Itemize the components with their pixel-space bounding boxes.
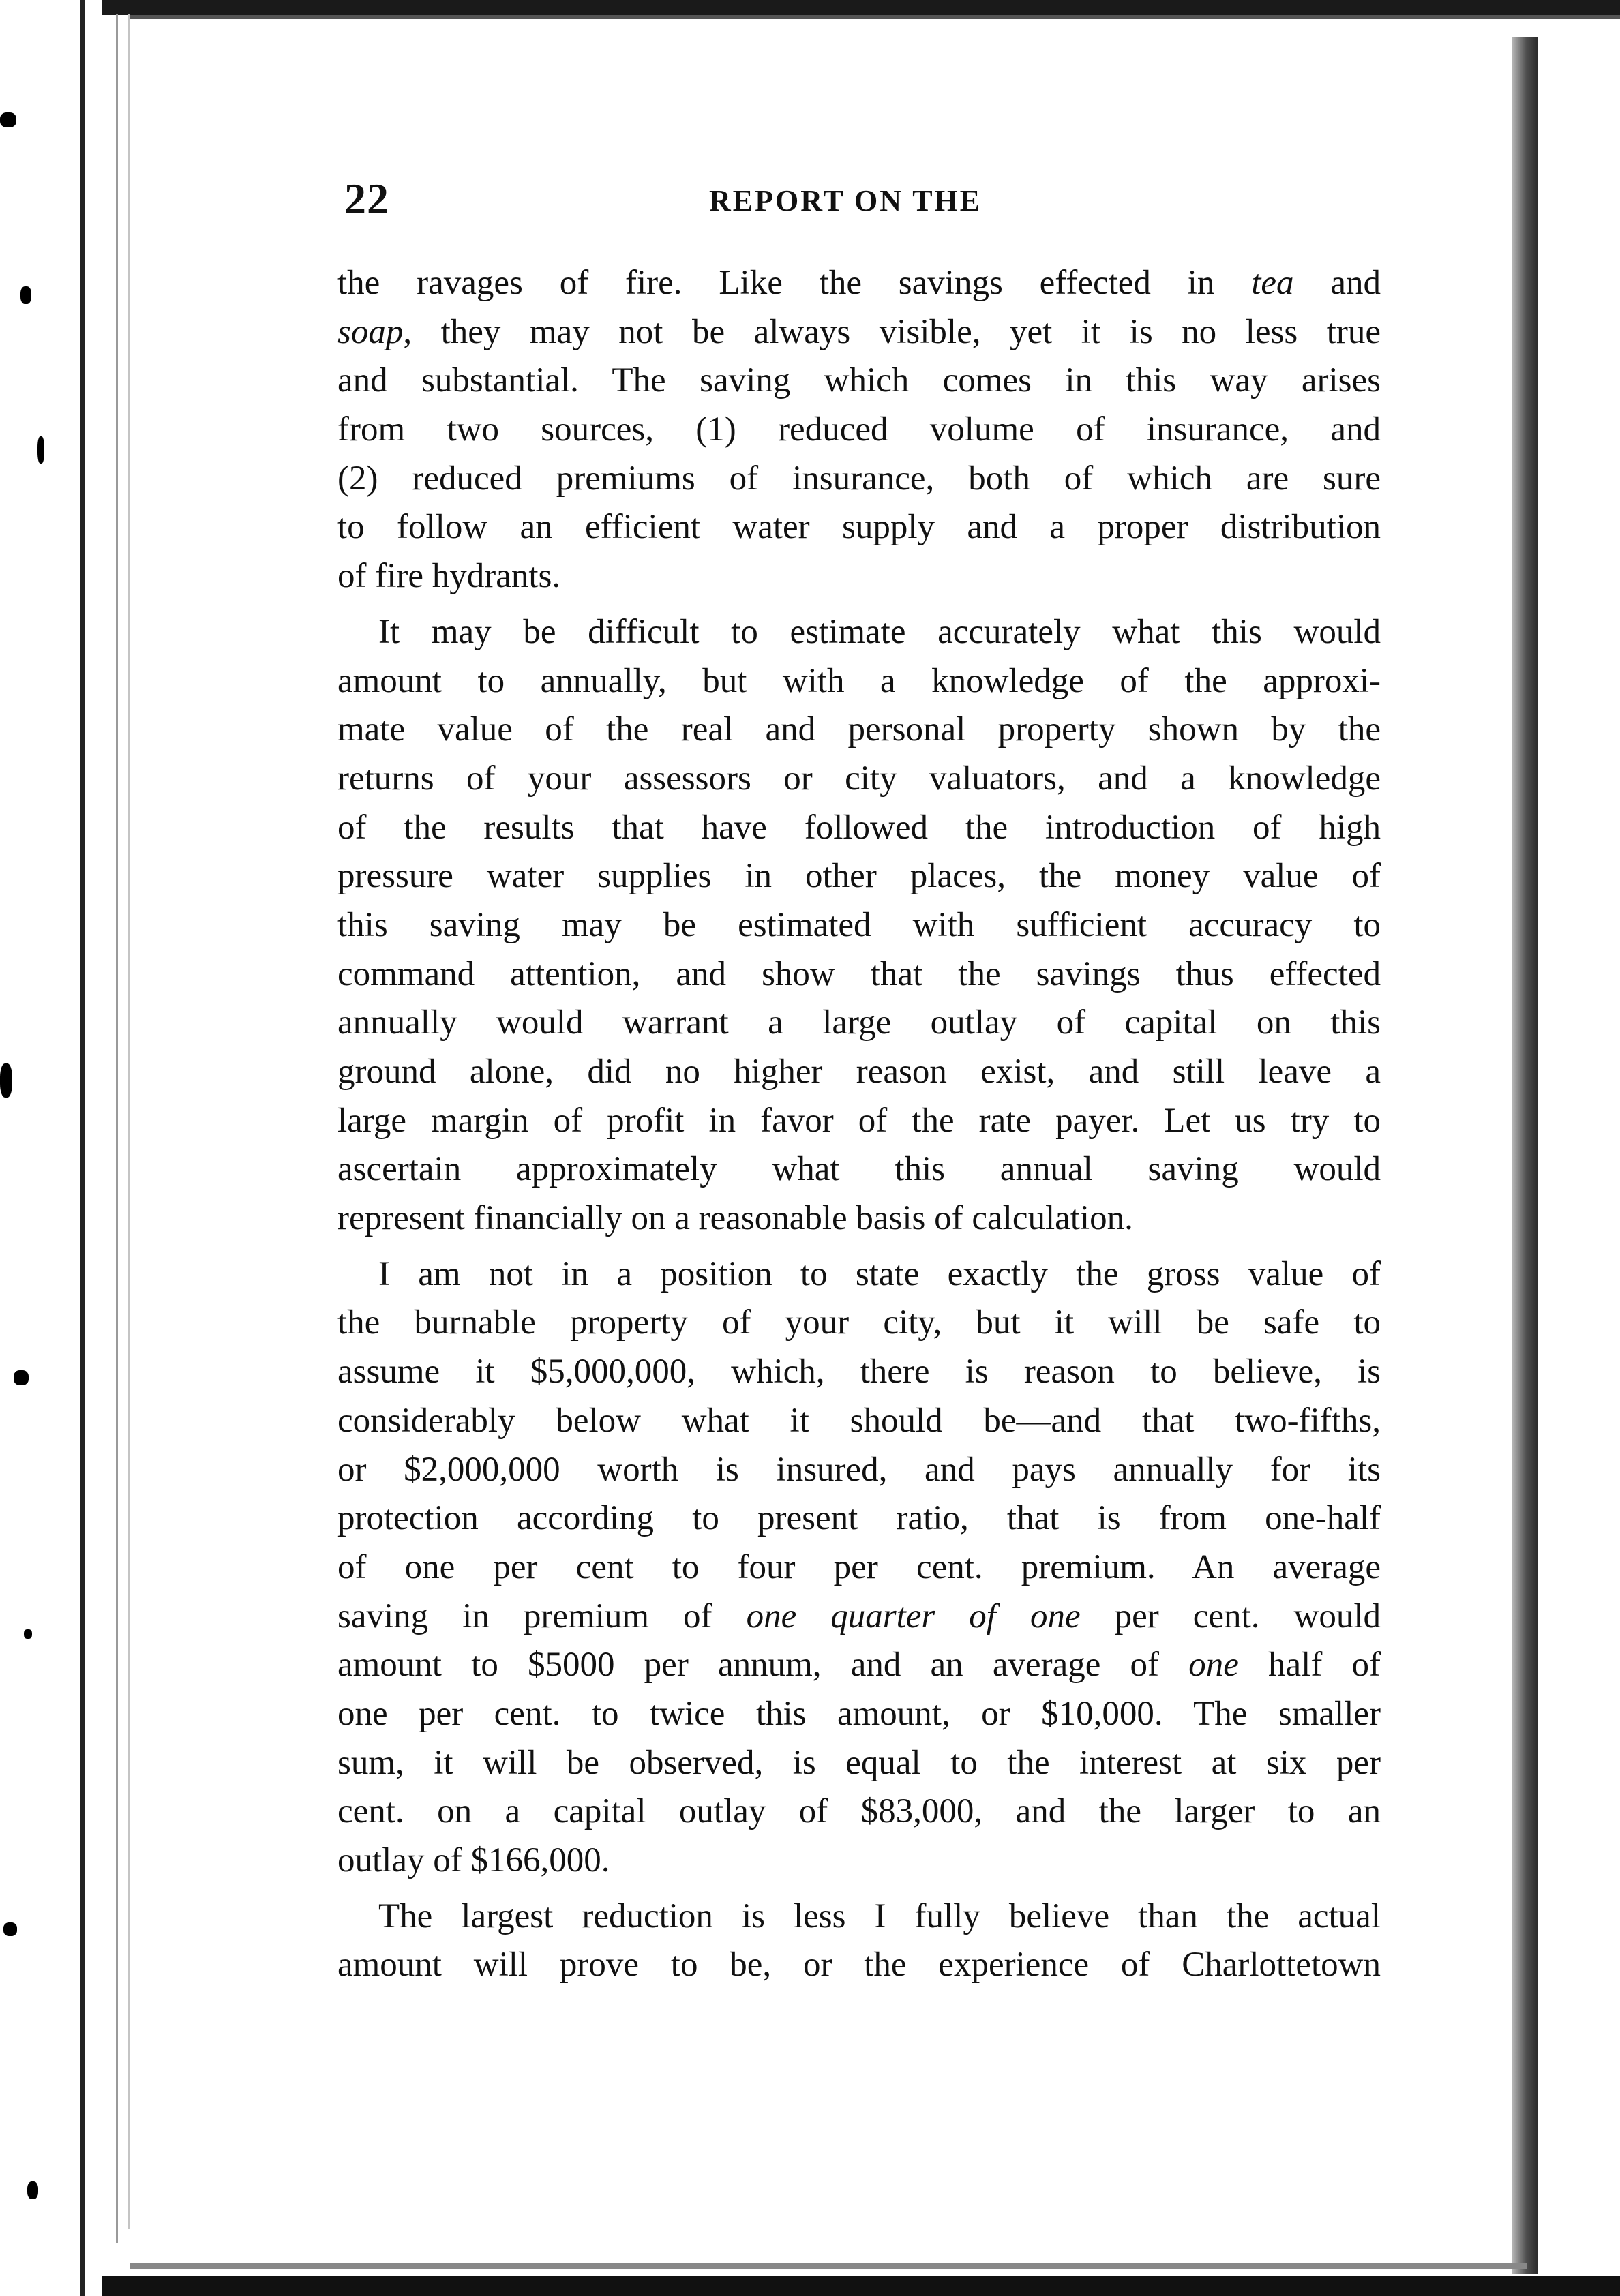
text-line: (2) reduced premiums of insurance, both of which are sure xyxy=(338,459,1381,498)
text-line: of the results that have followed the introduction of high xyxy=(338,808,1381,847)
page-stack-edge xyxy=(116,14,118,2243)
scan-speck xyxy=(38,436,44,464)
text-line: I am not in a position to state exactly the gross value of xyxy=(378,1254,1381,1293)
text-line: to follow an efficient water supply and a proper distribution xyxy=(338,508,1381,547)
text-line: one per cent. to twice this amount, or $10,000. The smaller xyxy=(338,1694,1381,1733)
text-line: ascertain approximately what this annual saving would xyxy=(338,1150,1381,1189)
text-line: this saving may be estimated with sufficient accuracy to xyxy=(338,905,1381,944)
text-line: cent. on a capital outlay of $83,000, and the larger to an xyxy=(338,1792,1381,1831)
text-line: the burnable property of your city, but it will be safe to xyxy=(338,1303,1381,1342)
text-line: assume it $5,000,000, which, there is reason to believe, is xyxy=(338,1353,1381,1391)
text-line: protection according to present ratio, that is from one-half xyxy=(338,1499,1381,1538)
text-line: returns of your assessors or city valuators, and a knowledge xyxy=(338,759,1381,798)
text-line: represent financially on a reasonable basis of calculation. xyxy=(338,1199,1133,1238)
text-line: sum, it will be observed, is equal to the interest at six per xyxy=(338,1743,1381,1782)
text-line: the ravages of fire. Like the savings effected in tea and xyxy=(338,264,1381,302)
scan-top-edge xyxy=(102,0,1620,15)
scan-speck xyxy=(14,1370,29,1385)
running-title: REPORT ON THE xyxy=(709,184,982,217)
text-line: amount will prove to be, or the experience of Charlottetown xyxy=(338,1946,1381,1984)
text-line: large margin of profit in favor of the rate payer. Let us try to xyxy=(338,1101,1381,1140)
text-line: of fire hydrants. xyxy=(338,557,561,596)
scan-top-edge-inner xyxy=(130,15,1620,19)
page-number: 22 xyxy=(344,175,389,223)
scan-speck xyxy=(3,1922,17,1936)
scan-bottom-edge-inner xyxy=(130,2263,1527,2269)
text-line: mate value of the real and personal property shown by the xyxy=(338,710,1381,749)
text-line: or $2,000,000 worth is insured, and pays annually for its xyxy=(338,1450,1381,1489)
text-line: considerably below what it should be—and that two-fifths, xyxy=(338,1401,1381,1440)
text-line: and substantial. The saving which comes in this way arises xyxy=(338,361,1381,400)
scan-right-margin xyxy=(1538,27,1620,2296)
text-line: command attention, and show that the savings thus effected xyxy=(338,954,1381,993)
text-line: outlay of $166,000. xyxy=(338,1841,610,1879)
text-line: ground alone, did no higher reason exist, and still leave a xyxy=(338,1053,1381,1091)
text-line: amount to annually, but with a knowledge of the approxi- xyxy=(338,661,1381,700)
paragraph-3 xyxy=(338,1250,1381,1886)
text-line: saving in premium of one quarter of one per cent. would xyxy=(338,1597,1381,1635)
running-head xyxy=(344,174,1381,235)
scan-speck xyxy=(0,1063,12,1098)
gutter-shadow xyxy=(1512,37,1538,2274)
scan-speck xyxy=(0,112,16,127)
paragraph-1 xyxy=(338,259,1381,601)
scan-bottom-edge xyxy=(102,2276,1620,2296)
text-line: amount to $5000 per annum, and an average of one half of xyxy=(338,1646,1381,1685)
body-text xyxy=(338,259,1381,1990)
paragraph-4 xyxy=(338,1892,1381,1990)
paragraph-2 xyxy=(338,608,1381,1243)
text-line: from two sources, (1) reduced volume of insurance, and xyxy=(338,410,1381,449)
page-stack-edge-inner xyxy=(128,14,130,2229)
text-line: The largest reduction is less I fully believe than the actual xyxy=(378,1897,1381,1935)
scan-speck xyxy=(27,2181,38,2199)
text-line: soap, they may not be always visible, yet it is no less true xyxy=(338,312,1381,351)
text-line: annually would warrant a large outlay of capital on this xyxy=(338,1003,1381,1042)
text-line: It may be difficult to estimate accurately what this would xyxy=(378,612,1381,651)
scan-speck xyxy=(24,1629,32,1639)
scan-speck xyxy=(20,286,31,304)
text-line: of one per cent to four per cent. premium. An average xyxy=(338,1547,1381,1586)
text-line: pressure water supplies in other places, the money value of xyxy=(338,857,1381,896)
scan-left-edge xyxy=(80,0,85,2296)
